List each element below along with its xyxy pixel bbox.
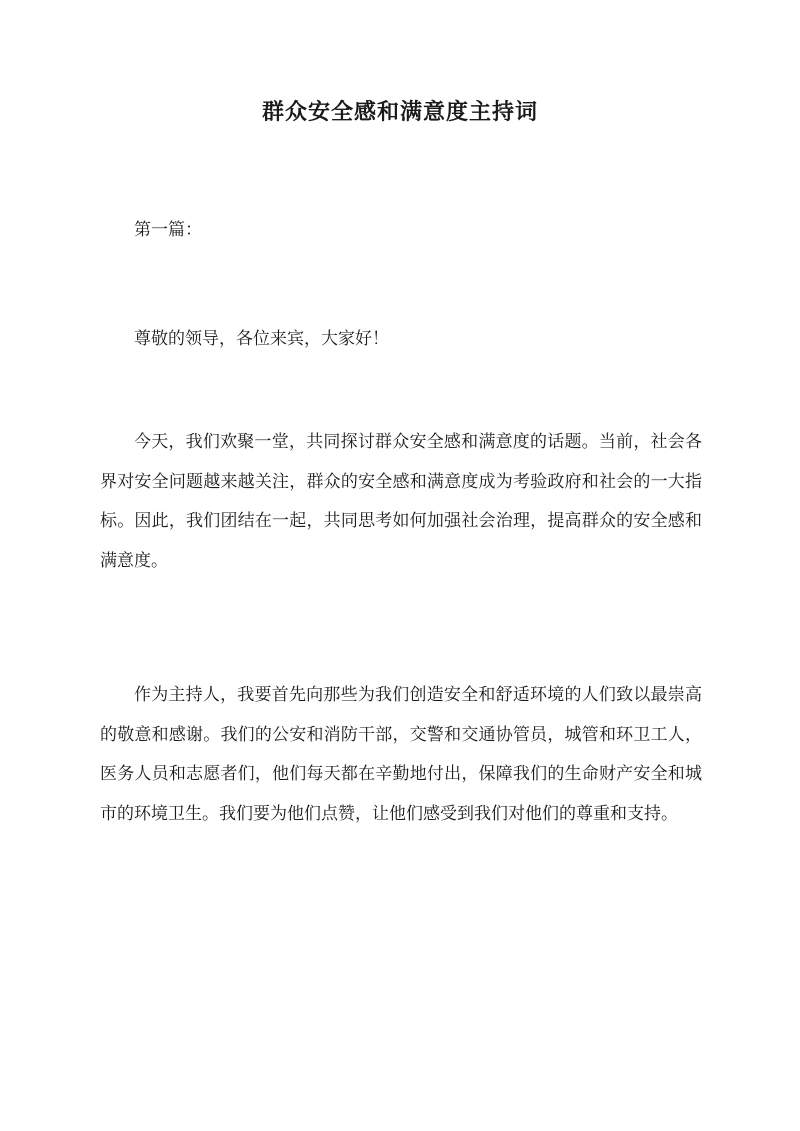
section-label: 第一篇： <box>134 220 202 240</box>
intro-paragraph: 今天，我们欢聚一堂，共同探讨群众安全感和满意度的话题。当前，社会各界对安全问题越来越关注，群众的安全感和满意度成为考验政府和社会的一大指标。因此，我们团结在一起，共同思考如何加强社会治理，提高群众的安全感和满意度。 <box>100 432 702 571</box>
thanks-paragraph: 作为主持人，我要首先向那些为我们创造安全和舒适环境的人们致以最崇高的敬意和感谢。我们的公安和消防干部，交警和交通协管员，城管和环卫工人，医务人员和志愿者们，他们每天都在辛勤地付出，保障我们的生命财产安全和城市的环境卫生。我们要为他们点赞，让他们感受到我们对他们的尊重和支持。 <box>100 685 702 824</box>
greeting-paragraph: 尊敬的领导，各位来宾，大家好！ <box>134 329 389 349</box>
document-title: 群众安全感和满意度主持词 <box>261 99 538 125</box>
